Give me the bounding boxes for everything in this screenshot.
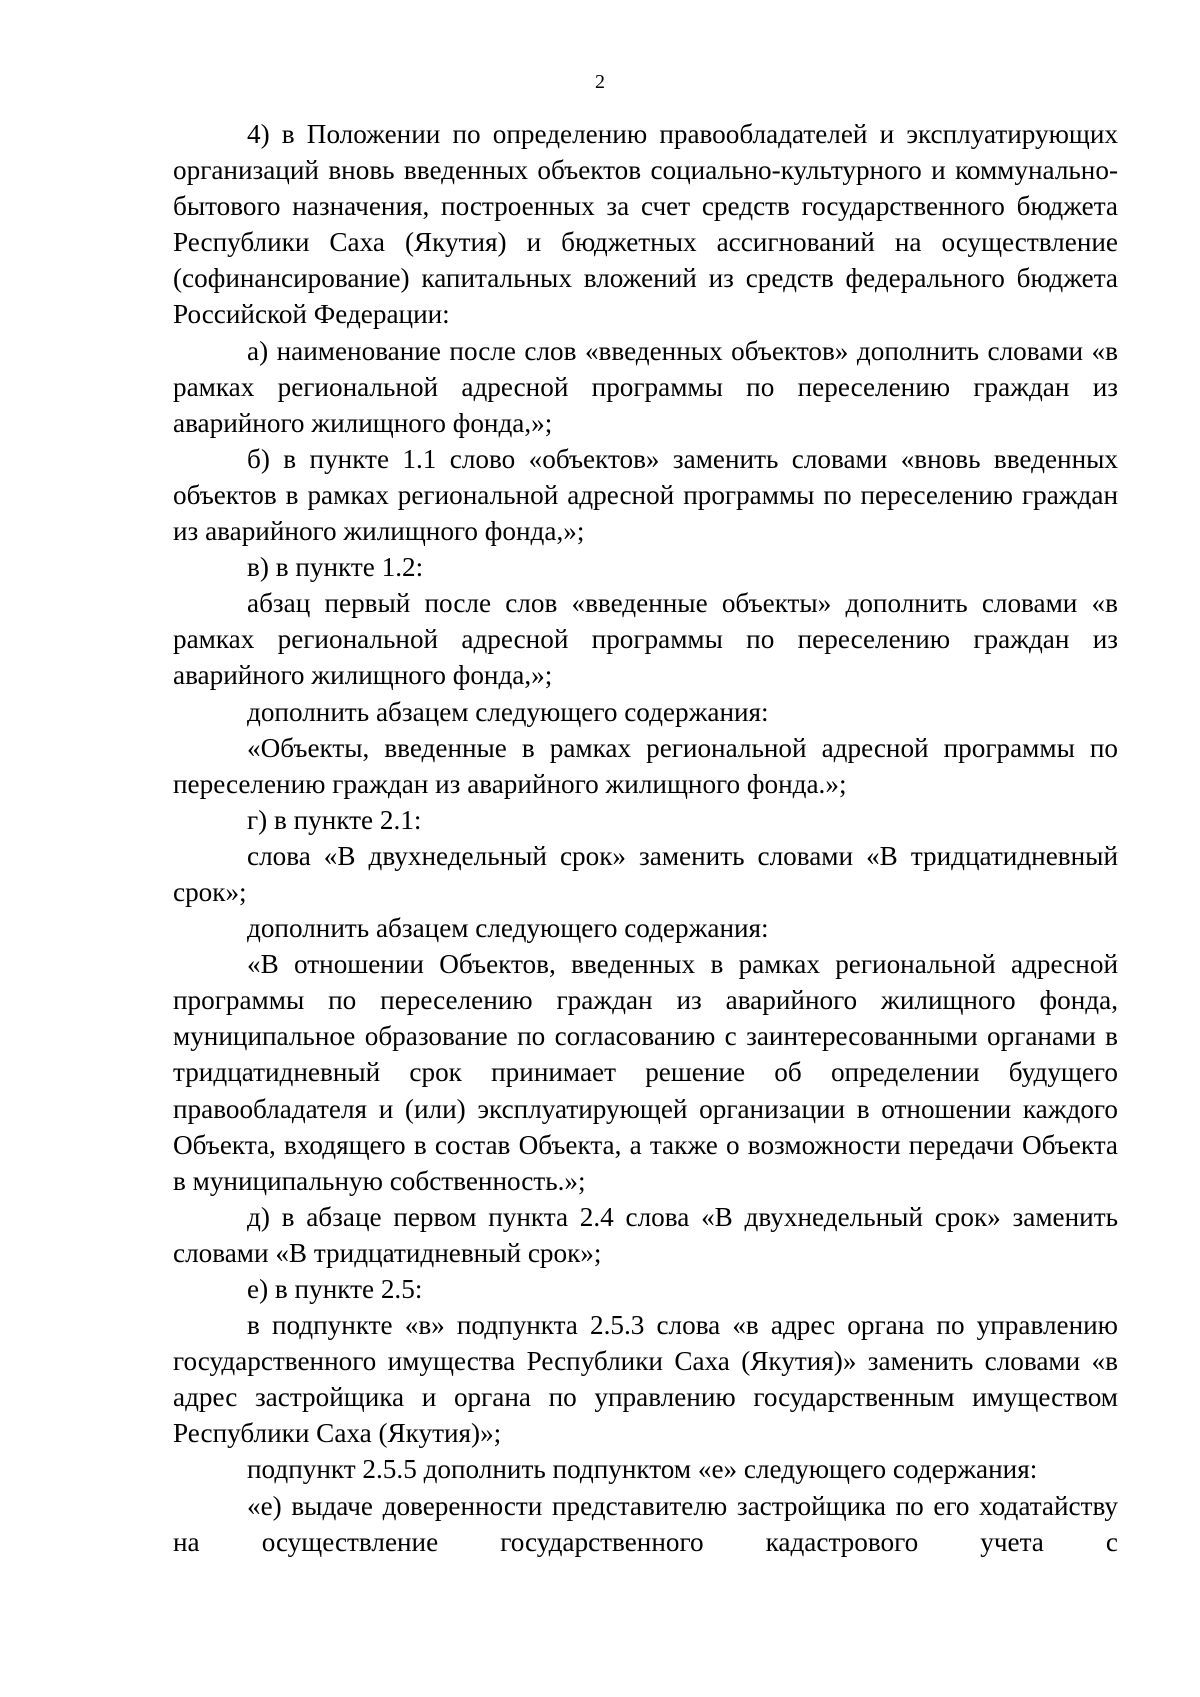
document-body: [173, 116, 1118, 1560]
paragraph-subitem-b: б) в пункте 1.1 слово «объектов» заменить словами «вновь введенных объектов в рамках региональной адресной программы по переселению граждан из аварийного жилищного фонда,»;: [173, 443, 1118, 547]
paragraph-replace-term: слова «В двухнедельный срок» заменить словами «В тридцатидневный срок»;: [173, 840, 1118, 907]
paragraph-add-abzac-1: дополнить абзацем следующего содержания:: [247, 696, 769, 727]
paragraph-add-abzac-2: дополнить абзацем следующего содержания:: [247, 913, 769, 944]
paragraph-subpoint-253: в подпункте «в» подпункта 2.5.3 слова «в адрес органа по управлению государственного имущества Республики Саха (Якутия)» заменить словами «в адрес застройщика и органа по управлению государственным имуществом Республики Саха (Якутия)»;: [173, 1310, 1118, 1449]
paragraph-quote-relation: «В отношении Объектов, введенных в рамках региональной адресной программы по переселению граждан из аварийного жилищного фонда, муниципальное образование по согласованию с заинтересованными органами в тридцатидневный срок принимает решение об определении будущего правообладателя и (или) эксплуатирующей организации в отношении каждого Объекта, входящего в состав Объекта, а также о возможности передачи Объекта в муниципальную собственность.»;: [173, 949, 1118, 1196]
paragraph-subitem-e: е) в пункте 2.5:: [247, 1274, 423, 1304]
page-number: 2: [595, 71, 605, 93]
paragraph-subitem-a: а) наименование после слов «введенных объектов» дополнить словами «в рамках региональной адресной программы по переселению граждан из аварийного жилищного фонда,»;: [173, 335, 1118, 438]
paragraph-subitem-d: д) в абзаце первом пункта 2.4 слова «В двухнедельный срок» заменить словами «В тридцатидневный срок»;: [173, 1201, 1118, 1268]
paragraph-quote-objects: «Объекты, введенные в рамках региональной адресной программы по переселению граждан из аварийного жилищного фонда.»;: [173, 732, 1118, 799]
paragraph-subitem-g: г) в пункте 2.1:: [247, 804, 422, 835]
paragraph-subpoint-255: подпункт 2.5.5 дополнить подпунктом «е» следующего содержания:: [247, 1454, 1038, 1485]
paragraph-subitem-v: в) в пункте 1.2:: [247, 552, 424, 583]
paragraph-quote-power-of-attorney: «е) выдаче доверенности представителю застройщика по его ходатайству на осуществление государственного кадастрового учета с: [173, 1490, 1118, 1557]
paragraph-item-4: 4) в Положении по определению правообладателей и эксплуатирующих организаций вновь введенных объектов социально-культурного и коммунально-бытового назначения, построенных за счет средств государственного бюджета Республики Саха (Якутия) и бюджетных ассигнований на осуществление (софинансирование) капитальных вложений из средств федерального бюджета Российской Федерации:: [173, 119, 1118, 330]
paragraph-abzac-first: абзац первый после слов «введенные объекты» дополнить словами «в рамках региональной адресной программы по переселению граждан из аварийного жилищного фонда,»;: [173, 588, 1118, 691]
